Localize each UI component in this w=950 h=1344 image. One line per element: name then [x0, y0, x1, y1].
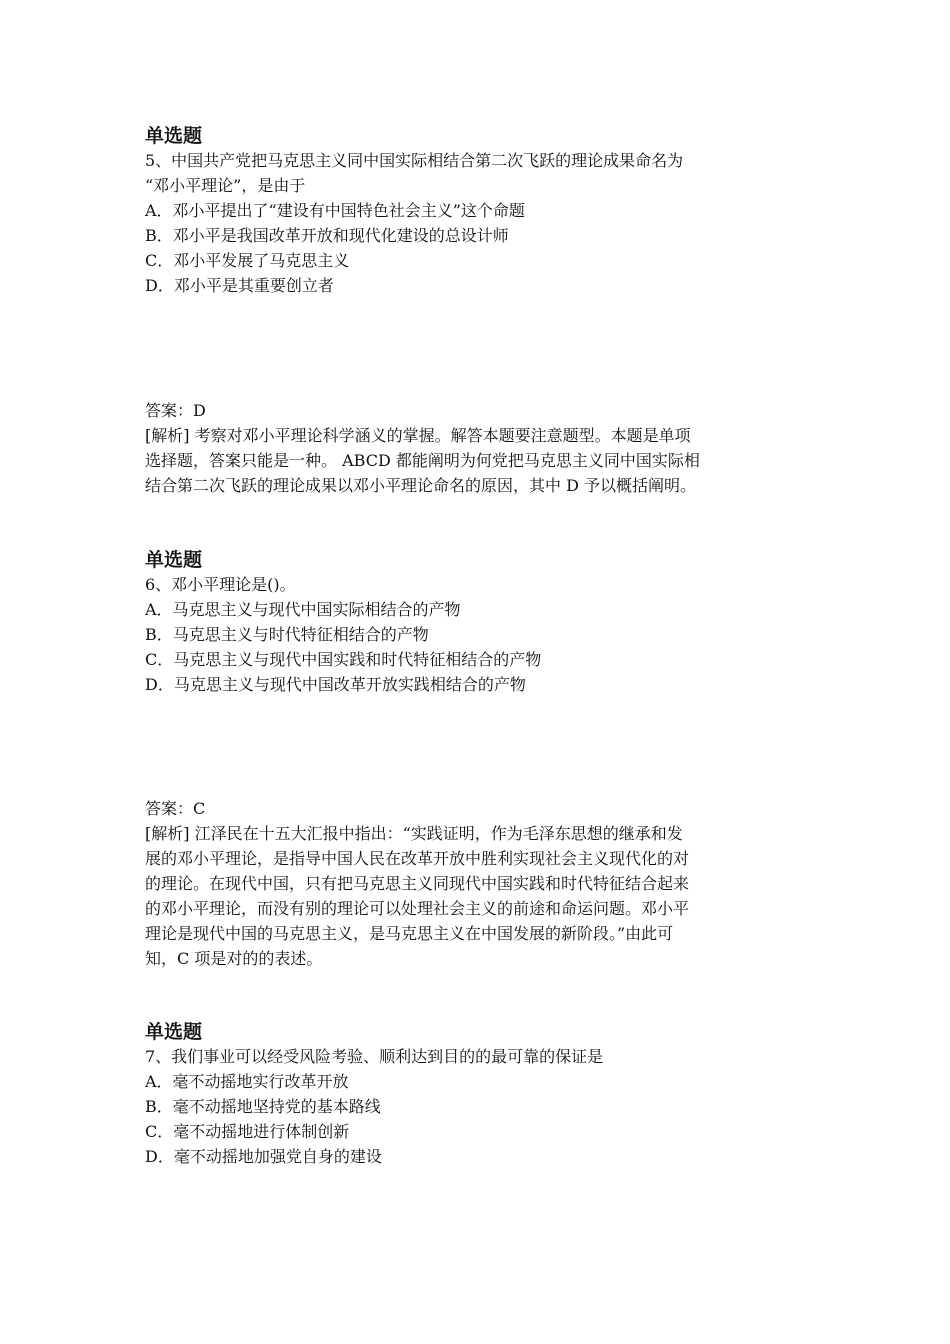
- analysis-line: [解析] 江泽民在十五大汇报中指出：“实践证明，作为毛泽东思想的继承和发: [145, 824, 683, 843]
- analysis-line: 的理论。在现代中国，只有把马克思主义同现代中国实践和时代特征结合起来: [145, 874, 690, 893]
- question-type-heading: 单选题: [145, 1021, 203, 1043]
- option-a: A．毫不动摇地实行改革开放: [145, 1072, 349, 1091]
- option-a: A．马克思主义与现代中国实际相结合的产物: [145, 600, 461, 619]
- option-c: C．马克思主义与现代中国实践和时代特征相结合的产物: [145, 650, 542, 669]
- answer-line: 答案：C: [145, 799, 206, 818]
- option-d: D．马克思主义与现代中国改革开放实践相结合的产物: [145, 675, 526, 694]
- option-b: B．毫不动摇地坚持党的基本路线: [145, 1097, 381, 1116]
- analysis-line: 选择题，答案只能是一种。 ABCD 都能阐明为何党把马克思主义同中国实际相: [145, 451, 700, 470]
- question-stem-line: 6、邓小平理论是()。: [145, 575, 296, 594]
- option-a: A．邓小平提出了“建设有中国特色社会主义”这个命题: [145, 201, 525, 220]
- question-stem-line: 7、我们事业可以经受风险考验、顺利达到目的的最可靠的保证是: [145, 1047, 604, 1066]
- analysis-line: 结合第二次飞跃的理论成果以邓小平理论命名的原因，其中 D 予以概括阐明。: [145, 476, 697, 495]
- analysis-line: 理论是现代中国的马克思主义，是马克思主义在中国发展的新阶段。”由此可: [145, 924, 674, 943]
- option-d: D．毫不动摇地加强党自身的建设: [145, 1147, 382, 1166]
- analysis-line: 的邓小平理论，而没有别的理论可以处理社会主义的前途和命运问题。邓小平: [145, 899, 690, 918]
- question-type-heading: 单选题: [145, 125, 203, 147]
- analysis-line: 展的邓小平理论，是指导中国人民在改革开放中胜利实现社会主义现代化的对: [145, 849, 690, 868]
- option-d: D．邓小平是其重要创立者: [145, 276, 334, 295]
- analysis-line: [解析] 考察对邓小平理论科学涵义的掌握。解答本题要注意题型。本题是单项: [145, 426, 691, 445]
- option-b: B．邓小平是我国改革开放和现代化建设的总设计师: [145, 226, 509, 245]
- option-c: C．毫不动摇地进行体制创新: [145, 1122, 350, 1141]
- question-stem-line: “邓小平理论”，是由于: [145, 176, 306, 195]
- question-type-heading: 单选题: [145, 549, 203, 571]
- answer-line: 答案：D: [145, 401, 206, 420]
- question-stem-line: 5、中国共产党把马克思主义同中国实际相结合第二次飞跃的理论成果命名为: [145, 151, 684, 170]
- option-c: C．邓小平发展了马克思主义: [145, 251, 350, 270]
- analysis-line: 知，C 项是对的的表述。: [145, 949, 323, 968]
- option-b: B．马克思主义与时代特征相结合的产物: [145, 625, 429, 644]
